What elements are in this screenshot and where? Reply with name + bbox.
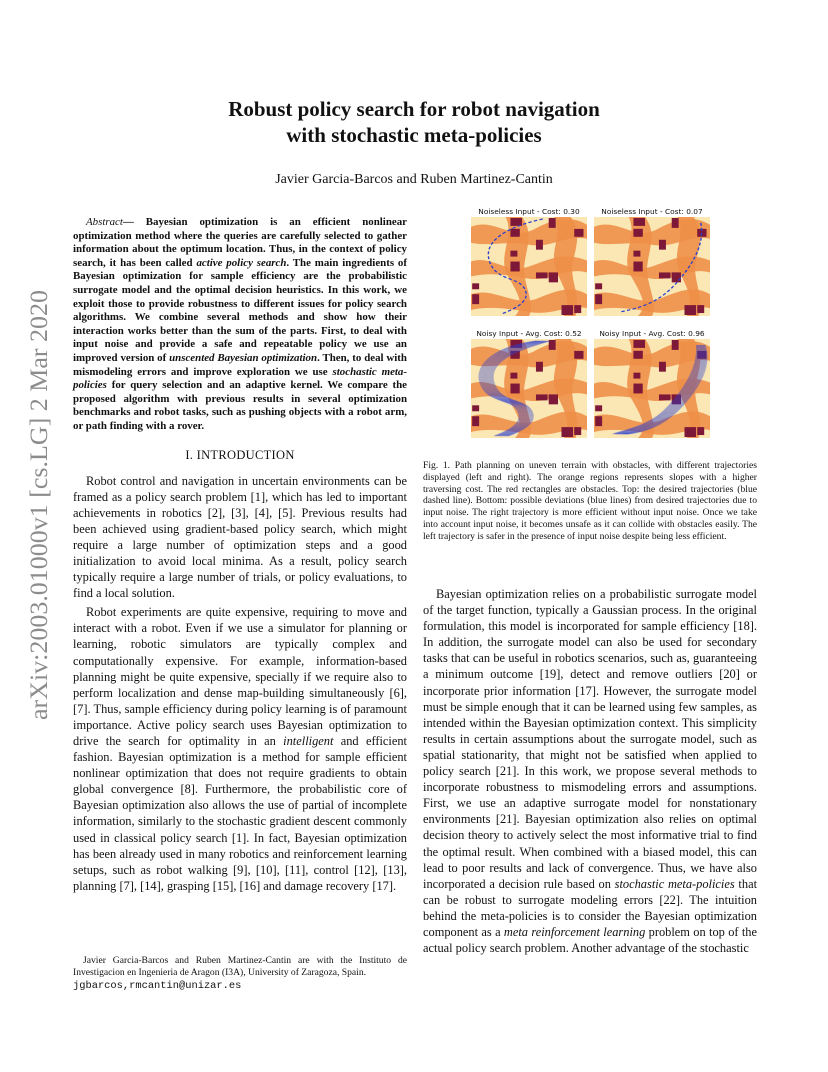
- obstacle: [536, 362, 543, 372]
- obstacle: [672, 272, 681, 282]
- obstacle: [633, 218, 645, 226]
- obstacle: [549, 394, 558, 404]
- right-column: [423, 586, 757, 956]
- right-paragraph-text-c: problem on top of the actual policy search problem. Another advantage of the stochastic: [423, 924, 757, 956]
- obstacle: [472, 294, 479, 304]
- terrain-map: [471, 217, 587, 316]
- intro-paragraph-2: [73, 604, 407, 894]
- intro-paragraph-2-emphasis: intelligent: [283, 734, 334, 748]
- obstacle: [472, 283, 479, 289]
- obstacle: [633, 373, 640, 379]
- title-line-1: Robust policy search for robot navigation: [228, 97, 600, 121]
- abstract-emphasis-1: active policy search: [196, 256, 287, 269]
- obstacle: [633, 340, 645, 348]
- panel-title: Noisy Input - Avg. Cost: 0.52: [476, 329, 582, 338]
- obstacle: [510, 373, 517, 379]
- obstacle: [595, 294, 602, 304]
- obstacle: [659, 362, 666, 372]
- obstacle: [659, 394, 671, 400]
- obstacle: [510, 251, 517, 257]
- figure-panel-noisy-right: [594, 328, 710, 438]
- section-heading-introduction: I. INTRODUCTION: [185, 447, 295, 462]
- obstacle: [672, 340, 679, 350]
- obstacle: [472, 405, 479, 411]
- obstacle: [574, 351, 583, 359]
- abstract-text-1: — Bayesian optimization is an efficient nonlinear optimization method where the queries are carefully selected to gather information about the optimum location. Thus, in the context of policy search, it has been called: [73, 216, 407, 269]
- abstract-text-3: . Then, to deal with mismodeling errors and improve exploration we use: [73, 351, 407, 378]
- obstacle: [697, 427, 704, 435]
- obstacle: [633, 351, 642, 359]
- authors: Javier Garcia-Barcos and Ruben Martinez-Cantin: [275, 172, 553, 187]
- figure-1: [468, 206, 758, 446]
- panel-title: Noisy Input - Avg. Cost: 0.96: [599, 329, 705, 338]
- right-paragraph-emphasis-1: stochastic meta-policies: [614, 876, 735, 891]
- right-paragraph-text-b: that can be robust to surrogate modeling errors [22]. The intuition behind the meta-policies is to consider the Bayesian optimization component as a: [423, 876, 758, 939]
- obstacle: [574, 229, 583, 237]
- intro-paragraph-2-text-a: Robot experiments are quite expensive, requiring to move and interact with a robot. Even if we use a simulator for planning or learning, robotic simulators are typically complex and computationally expensive. For example, information-based planning might be quite expensive, specially if we require also to perform localization and dense map-building simultaneously [6], [7]. Thus, sample efficiency during policy learning is of paramount importance. Active policy search uses Bayesian optimization to drive the search for optimality in an: [73, 605, 407, 748]
- obstacle: [684, 427, 696, 437]
- right-paragraph-text-a: Bayesian optimization relies on a probabilistic surrogate model of the target function, typically a Gaussian process. In the original formulation, this model is incorporated for sample efficiency [18]. In addition, the surrogate model can also be used for secondary tasks that can be useful in robotics scenarios, such as, guaranteeing a minimum outcome [19], detect and remove outliers [20] or incorporate prior information [17]. However, the surrogate model must be simple enough that it can be learned using few samples, as intended within the Bayesian optimization context. This simplicity results in certain assumptions about the surrogate model, such as spatial stationarity, that might not be satisfied when applied to policy search [21]. In this work, we propose several methods to incorporate robustness to mismodeling errors and assumptions. First, we use an adaptive surrogate model for nonstationary environments [21]. Bayesian optimization also relies on optimal decision theory to actively select the most informative trial to find the optimal result. When combined with a biased model, this can lead to poor results and lack of convergence. Thus, we have also incorporated a decision rule based on: [423, 587, 757, 891]
- right-paragraph-emphasis-2: meta reinforcement learning: [503, 924, 646, 939]
- abstract: [73, 216, 407, 434]
- abstract-emphasis-2: unscented Bayesian optimization: [169, 351, 318, 364]
- obstacle: [574, 305, 581, 313]
- panel-title: Noiseless Input - Cost: 0.07: [601, 207, 703, 216]
- obstacle: [672, 218, 679, 228]
- terrain-map: [594, 339, 710, 438]
- author-footnote: [73, 955, 407, 992]
- right-paragraph-1: [423, 586, 757, 956]
- footnote-text: Javier Garcia-Barcos and Ruben Martinez-Cantin are with the Instituto de Investigacion en Ingenieria de Aragon (I3A), University of Zaragoza, Spain.: [73, 955, 407, 979]
- panel-title: Noiseless Input - Cost: 0.30: [478, 207, 580, 216]
- arxiv-identifier: [20, 290, 56, 720]
- obstacle: [561, 305, 573, 315]
- obstacle: [510, 384, 519, 394]
- obstacle: [536, 240, 543, 250]
- arxiv-identifier-text: arXiv:2003.01000v1 [cs.LG] 2 Mar 2020: [26, 306, 53, 720]
- abstract-text-4: for query selection and an adaptive kernel. We compare the proposed algorithm with previous results in several optimization benchmarks and robot tasks, such as pushing objects with a robot arm, or path finding with a rover.: [73, 379, 407, 432]
- figure-panel-noisy-left: [471, 328, 587, 438]
- obstacle: [536, 394, 548, 400]
- introduction-body: [73, 473, 407, 894]
- left-column: [73, 216, 407, 894]
- terrain-map: [594, 217, 710, 316]
- obstacle: [549, 272, 558, 282]
- intro-paragraph-1: Robot control and navigation in uncertain environments can be framed as a policy search problem [1], which has led to important achievements in robotics [2], [3], [4], [5]. Previous results had been achieved using gradient-based policy search, which might require a large number of optimization steps and a good initialization to avoid local minima. As a result, policy search typically require a large number of trials, or policy evaluations, to find a local solution.: [73, 473, 407, 601]
- obstacle: [549, 218, 556, 228]
- obstacle: [633, 251, 640, 257]
- title-line-2: with stochastic meta-policies: [286, 123, 542, 147]
- obstacle: [472, 416, 479, 426]
- obstacle: [595, 416, 602, 426]
- figure-panel-noiseless-right: [594, 206, 710, 316]
- obstacle: [561, 427, 573, 437]
- obstacle: [684, 305, 696, 315]
- obstacle: [595, 283, 602, 289]
- footnote-email: jgbarcos,rmcantin@unizar.es: [73, 979, 242, 992]
- paper-title: [150, 96, 678, 148]
- obstacle: [510, 262, 519, 272]
- figure-caption: Fig. 1. Path planning on uneven terrain with obstacles, with different trajectories displayed (left and right). The orange regions represents slopes with a higher traversing cost. The red rectangles are obstacles. Top: the desired trajectories (blue dashed line). Bottom: possible deviations (blue lines) from desired trajectories due to input noise. The right trajectory is more efficient without input noise. Once we take into account input noise, it becomes unsafe as it can collide with obstacles easily. The left trajectory is safer in the presence of input noise despite being less efficient.: [423, 460, 757, 542]
- abstract-emphasis-3: stochastic meta-policies: [73, 365, 407, 392]
- terrain-map: [471, 339, 587, 438]
- obstacle: [633, 384, 642, 394]
- obstacle: [574, 427, 581, 435]
- figure-panel-noiseless-left: [471, 206, 587, 316]
- abstract-label: Abstract: [86, 216, 123, 228]
- obstacle: [659, 272, 671, 278]
- obstacle: [510, 229, 519, 237]
- obstacle: [633, 262, 642, 272]
- obstacle: [595, 405, 602, 411]
- obstacle: [536, 272, 548, 278]
- obstacle: [659, 240, 666, 250]
- obstacle: [633, 229, 642, 237]
- intro-paragraph-2-text-b: and efficient fashion. Bayesian optimization is a method for sample efficient nonlinear optimization that does not require gradients to obtain global convergence [8]. Furthermore, the probabilistic core of Bayesian optimization also allows the use of partial of incomplete information, similarly to the stochastic gradient descent commonly used in classical policy search [1]. In fact, Bayesian optimization has been already used in many robotics and reinforcement learning setups, such as robot walking [9], [10], [11], control [12], [13], planning [7], [14], grasping [15], [16] and damage recovery [17].: [73, 734, 407, 893]
- obstacle: [697, 305, 704, 313]
- abstract-text-2: . The main ingredients of Bayesian optimization for sample efficiency are the probabilistic surrogate model and the optimal decision heuristics. In this work, we exploit those to provide robustness to different issues for policy search algorithms. We combine several methods and show how their interaction works better than the sum of the parts. First, to deal with input noise and provide a safe and repeatable policy we use an improved version of: [73, 256, 408, 364]
